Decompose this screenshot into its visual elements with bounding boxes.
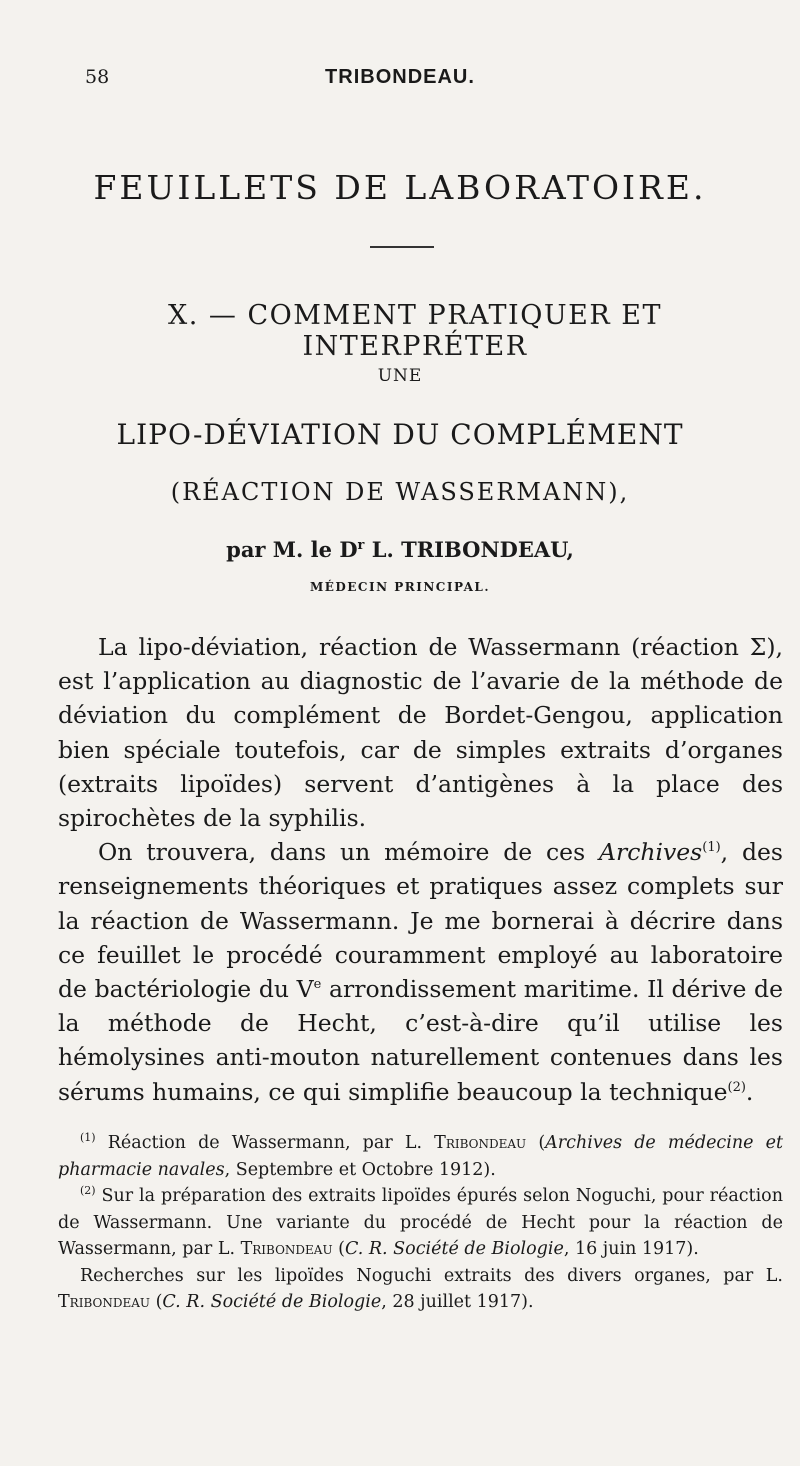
- footnote-1-text-b: (: [526, 1133, 546, 1153]
- footnote-1-text-a: Réaction de Wassermann, par L.: [95, 1133, 435, 1153]
- article-title-line-4: (RÉACTION DE WASSERMANN),: [170, 478, 630, 506]
- footnote-2-text-c: , 16 juin 1917).: [563, 1239, 699, 1259]
- byline-prefix: par M. le D: [226, 537, 358, 562]
- body-text: [58, 630, 783, 1109]
- article-title-line-3: LIPO-DÉVIATION DU COMPLÉMENT: [116, 418, 684, 451]
- paragraph-2: [58, 835, 783, 1109]
- footnote-3-author: Tribondeau: [58, 1292, 150, 1312]
- archives-title: Archives: [598, 838, 703, 867]
- article-title-line-1: X. — COMMENT PRATIQUER ET INTERPRÉTER: [168, 300, 662, 362]
- footnote-1-text-c: , Septembre et Octobre 1912).: [224, 1159, 496, 1180]
- footnotes: [58, 1130, 783, 1316]
- author-affiliation: MÉDECIN PRINCIPAL.: [309, 580, 491, 594]
- paragraph-2-text-a: On trouvera, dans un mémoire de ces: [98, 838, 599, 867]
- footnote-2-marker: (2): [80, 1184, 96, 1198]
- paragraph-2-end: .: [745, 1077, 754, 1106]
- running-title: TRIBONDEAU.: [325, 66, 475, 88]
- superscript-e: e: [313, 977, 322, 993]
- footnote-3: [58, 1263, 783, 1316]
- footnote-2-text-b: (: [332, 1239, 345, 1259]
- article-title-line-2: UNE: [377, 366, 423, 386]
- footnote-1-journal: Archives de médecine et pharmacie navales: [58, 1133, 783, 1180]
- paragraph-2-text-c: arrondissement maritime. Il dérive de la méthode de Hecht, c’est-à-dire qu’il utilise les hémolysines anti-mouton naturellement contenues dans les sérums humains, ce qui simplifie beaucoup la technique: [58, 975, 783, 1106]
- paragraph-1: La lipo-déviation, réaction de Wassermann (réaction Σ), est l’application au diagnostic de l’avarie de la méthode de déviation du complément de Bordet-Gengou, application bien spéciale toutefois, car de simples extraits d’organes (extraits lipoïdes) servent d’antigènes à la place des spirochètes de la syphilis.: [58, 633, 783, 833]
- section-title: FEUILLETS DE LABORATOIRE.: [93, 168, 707, 207]
- footnote-2-text-a: Sur la préparation des extraits lipoïdes épurés selon Noguchi, pour réaction de Wassermann. Une variante du procédé de Hecht pour la réaction de Wassermann, par L.: [58, 1186, 783, 1259]
- footnote-3-text-c: , 28 juillet 1917).: [381, 1292, 534, 1312]
- footnote-ref-2: (2): [727, 1079, 746, 1095]
- footnote-2-author: Tribondeau: [240, 1239, 333, 1259]
- byline-superscript: r: [357, 538, 365, 553]
- footnote-1: [58, 1130, 783, 1183]
- footnote-3-text-b: (: [150, 1292, 163, 1312]
- footnote-3-journal: C. R. Société de Biologie: [162, 1292, 382, 1312]
- footnote-1-author: Tribondeau: [434, 1133, 527, 1153]
- footnote-2: [58, 1183, 783, 1263]
- byline: [0, 537, 800, 562]
- running-header: [85, 66, 715, 92]
- footnote-ref-1: (1): [702, 840, 721, 856]
- footnote-3-text-a: Recherches sur les lipoïdes Noguchi extraits des divers organes, par L.: [80, 1265, 783, 1286]
- byline-name: L. TRIBONDEAU,: [364, 537, 574, 562]
- title-rule: [370, 246, 434, 248]
- paragraph-2-text-b: , des renseignements théoriques et pratiques assez complets sur la réaction de Wassermann. Je me bornerai à décrire dans ce feuillet le procédé couramment employé au laboratoire de bactériologie du V: [58, 838, 783, 1004]
- page-number: 58: [85, 66, 110, 88]
- footnote-2-journal: C. R. Société de Biologie: [344, 1239, 564, 1259]
- footnote-1-marker: (1): [80, 1131, 96, 1145]
